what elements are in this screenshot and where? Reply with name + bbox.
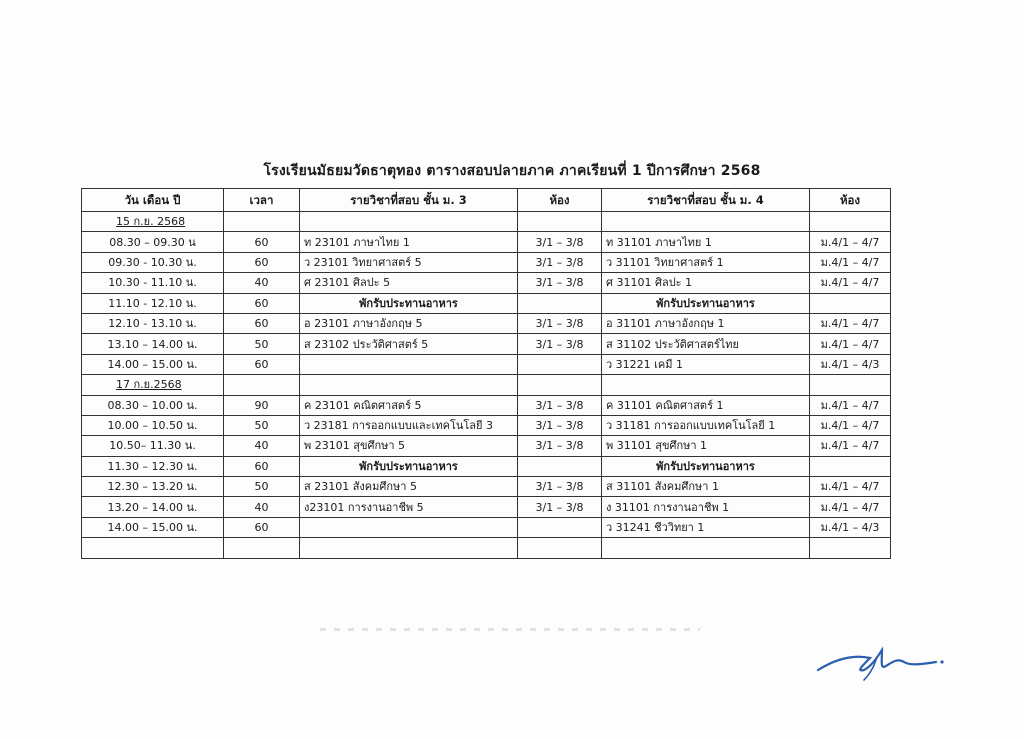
- cell-time: 10.30 - 11.10 น.: [82, 273, 224, 293]
- cell-room-m3: 3/1 – 3/8: [518, 395, 602, 415]
- cell-duration: [224, 538, 300, 558]
- cell-time: 12.30 – 13.20 น.: [82, 477, 224, 497]
- cell-subject-m3: [300, 375, 518, 395]
- table-row: [82, 395, 891, 415]
- table-row: [82, 415, 891, 435]
- cell-duration: 40: [224, 273, 300, 293]
- cell-room-m3: [518, 293, 602, 313]
- cell-subject-m3: อ 23101 ภาษาอังกฤษ 5: [300, 313, 518, 333]
- cell-duration: [224, 375, 300, 395]
- cell-room-m3: 3/1 – 3/8: [518, 497, 602, 517]
- cell-duration: 60: [224, 517, 300, 537]
- cell-subject-m3: [300, 517, 518, 537]
- table-row: [82, 477, 891, 497]
- cell-subject-m4: ศ 31101 ศิลปะ 1: [602, 273, 810, 293]
- cell-subject-m4: พักรับประทานอาหาร: [602, 456, 810, 476]
- cell-subject-m3: [300, 538, 518, 558]
- table-row: [82, 538, 891, 558]
- cell-time: 14.00 – 15.00 น.: [82, 354, 224, 374]
- cell-time: 11.10 - 12.10 น.: [82, 293, 224, 313]
- cell-duration: 60: [224, 232, 300, 252]
- cell-room-m4: ม.4/1 – 4/7: [810, 313, 891, 333]
- lunch-break-row: [82, 293, 891, 313]
- cell-subject-m4: ว 31241 ชีววิทยา 1: [602, 517, 810, 537]
- cell-subject-m3: ว 23181 การออกแบบและเทคโนโลยี 3: [300, 415, 518, 435]
- cell-room-m4: [810, 538, 891, 558]
- cell-room-m4: ม.4/1 – 4/7: [810, 334, 891, 354]
- cell-time: 12.10 - 13.10 น.: [82, 313, 224, 333]
- cell-subject-m3: พักรับประทานอาหาร: [300, 293, 518, 313]
- header-subject-m4: รายวิชาที่สอบ ชั้น ม. 4: [602, 189, 810, 212]
- cell-room-m4: [810, 293, 891, 313]
- cell-time: 13.20 – 14.00 น.: [82, 497, 224, 517]
- cell-room-m3: [518, 538, 602, 558]
- cell-room-m4: ม.4/1 – 4/7: [810, 395, 891, 415]
- cell-time: 10.00 – 10.50 น.: [82, 415, 224, 435]
- cell-subject-m3: [300, 354, 518, 374]
- cell-subject-m4: [602, 212, 810, 232]
- signature-mark: [812, 636, 952, 686]
- cell-time: 10.50– 11.30 น.: [82, 436, 224, 456]
- cell-time: [82, 538, 224, 558]
- cell-room-m4: ม.4/1 – 4/7: [810, 232, 891, 252]
- cell-subject-m4: พ 31101 สุขศึกษา 1: [602, 436, 810, 456]
- cell-subject-m3: ท 23101 ภาษาไทย 1: [300, 232, 518, 252]
- cell-room-m4: [810, 456, 891, 476]
- cell-room-m3: 3/1 – 3/8: [518, 477, 602, 497]
- cell-room-m4: ม.4/1 – 4/3: [810, 517, 891, 537]
- cell-duration: [224, 212, 300, 232]
- cell-duration: 40: [224, 497, 300, 517]
- cell-subject-m3: ศ 23101 ศิลปะ 5: [300, 273, 518, 293]
- cell-subject-m4: ค 31101 คณิตศาสตร์ 1: [602, 395, 810, 415]
- cell-subject-m4: ส 31101 สังคมศึกษา 1: [602, 477, 810, 497]
- table-row: [82, 517, 891, 537]
- cell-room-m4: ม.4/1 – 4/7: [810, 415, 891, 435]
- table-header-row: [82, 189, 891, 212]
- header-date: วัน เดือน ปี: [82, 189, 224, 212]
- table-row: [82, 313, 891, 333]
- cell-room-m3: 3/1 – 3/8: [518, 436, 602, 456]
- cell-room-m3: [518, 456, 602, 476]
- cell-time: 11.30 – 12.30 น.: [82, 456, 224, 476]
- cell-subject-m4: พักรับประทานอาหาร: [602, 293, 810, 313]
- cell-subject-m3: ว 23101 วิทยาศาสตร์ 5: [300, 252, 518, 272]
- cell-time: 09.30 - 10.30 น.: [82, 252, 224, 272]
- cell-subject-m3: พ 23101 สุขศึกษา 5: [300, 436, 518, 456]
- table-row: [82, 232, 891, 252]
- cell-time: 08.30 – 09.30 น: [82, 232, 224, 252]
- cell-subject-m3: ง23101 การงานอาชีพ 5: [300, 497, 518, 517]
- cell-room-m3: 3/1 – 3/8: [518, 313, 602, 333]
- cell-duration: 60: [224, 313, 300, 333]
- table-row: [82, 497, 891, 517]
- cell-room-m3: [518, 375, 602, 395]
- cell-subject-m4: [602, 375, 810, 395]
- table-row: [82, 334, 891, 354]
- cell-room-m4: [810, 375, 891, 395]
- cell-subject-m3: ค 23101 คณิตศาสตร์ 5: [300, 395, 518, 415]
- cell-room-m4: ม.4/1 – 4/7: [810, 436, 891, 456]
- cell-room-m3: 3/1 – 3/8: [518, 252, 602, 272]
- cell-room-m4: ม.4/1 – 4/7: [810, 497, 891, 517]
- cell-time: 15 ก.ย. 2568: [82, 212, 224, 232]
- cell-room-m3: 3/1 – 3/8: [518, 232, 602, 252]
- cell-subject-m4: [602, 538, 810, 558]
- cell-duration: 60: [224, 354, 300, 374]
- cell-subject-m4: อ 31101 ภาษาอังกฤษ 1: [602, 313, 810, 333]
- header-room-m3: ห้อง: [518, 189, 602, 212]
- cell-subject-m3: ส 23101 สังคมศึกษา 5: [300, 477, 518, 497]
- cell-subject-m3: [300, 212, 518, 232]
- cell-room-m4: ม.4/1 – 4/7: [810, 477, 891, 497]
- cell-subject-m4: ว 31181 การออกแบบเทคโนโลยี 1: [602, 415, 810, 435]
- cell-time: 13.10 – 14.00 น.: [82, 334, 224, 354]
- cell-time: 17 ก.ย.2568: [82, 375, 224, 395]
- cell-duration: 60: [224, 293, 300, 313]
- table-row: [82, 354, 891, 374]
- cell-duration: 50: [224, 477, 300, 497]
- table-row: [82, 252, 891, 272]
- cell-subject-m3: พักรับประทานอาหาร: [300, 456, 518, 476]
- table-body: [82, 212, 891, 559]
- page-title: โรงเรียนมัธยมวัดธาตุทอง ตารางสอบปลายภาค ภาคเรียนที่ 1 ปีการศึกษา 2568: [263, 163, 761, 179]
- cell-subject-m4: ง 31101 การงานอาชีพ 1: [602, 497, 810, 517]
- date-row: [82, 212, 891, 232]
- header-room-m4: ห้อง: [810, 189, 891, 212]
- cell-room-m3: 3/1 – 3/8: [518, 334, 602, 354]
- cell-duration: 40: [224, 436, 300, 456]
- cell-room-m3: 3/1 – 3/8: [518, 415, 602, 435]
- cell-duration: 60: [224, 456, 300, 476]
- cell-duration: 90: [224, 395, 300, 415]
- cell-subject-m4: ส 31102 ประวัติศาสตร์ไทย: [602, 334, 810, 354]
- cell-duration: 50: [224, 415, 300, 435]
- cell-room-m3: [518, 354, 602, 374]
- date-row: [82, 375, 891, 395]
- cell-subject-m3: ส 23102 ประวัติศาสตร์ 5: [300, 334, 518, 354]
- lunch-break-row: [82, 456, 891, 476]
- cell-room-m3: [518, 212, 602, 232]
- cell-duration: 50: [224, 334, 300, 354]
- cell-room-m4: ม.4/1 – 4/3: [810, 354, 891, 374]
- cell-room-m4: ม.4/1 – 4/7: [810, 252, 891, 272]
- cell-room-m4: ม.4/1 – 4/7: [810, 273, 891, 293]
- cell-subject-m4: ว 31221 เคมี 1: [602, 354, 810, 374]
- header-duration: เวลา: [224, 189, 300, 212]
- cell-room-m3: [518, 517, 602, 537]
- cell-duration: 60: [224, 252, 300, 272]
- cell-subject-m4: ว 31101 วิทยาศาสตร์ 1: [602, 252, 810, 272]
- table-row: [82, 436, 891, 456]
- cell-room-m4: [810, 212, 891, 232]
- cell-subject-m4: ท 31101 ภาษาไทย 1: [602, 232, 810, 252]
- exam-schedule-table: [81, 188, 891, 559]
- table-row: [82, 273, 891, 293]
- cell-time: 08.30 – 10.00 น.: [82, 395, 224, 415]
- cell-time: 14.00 – 15.00 น.: [82, 517, 224, 537]
- cell-room-m3: 3/1 – 3/8: [518, 273, 602, 293]
- header-subject-m3: รายวิชาที่สอบ ชั้น ม. 3: [300, 189, 518, 212]
- scan-smudge: [320, 628, 700, 631]
